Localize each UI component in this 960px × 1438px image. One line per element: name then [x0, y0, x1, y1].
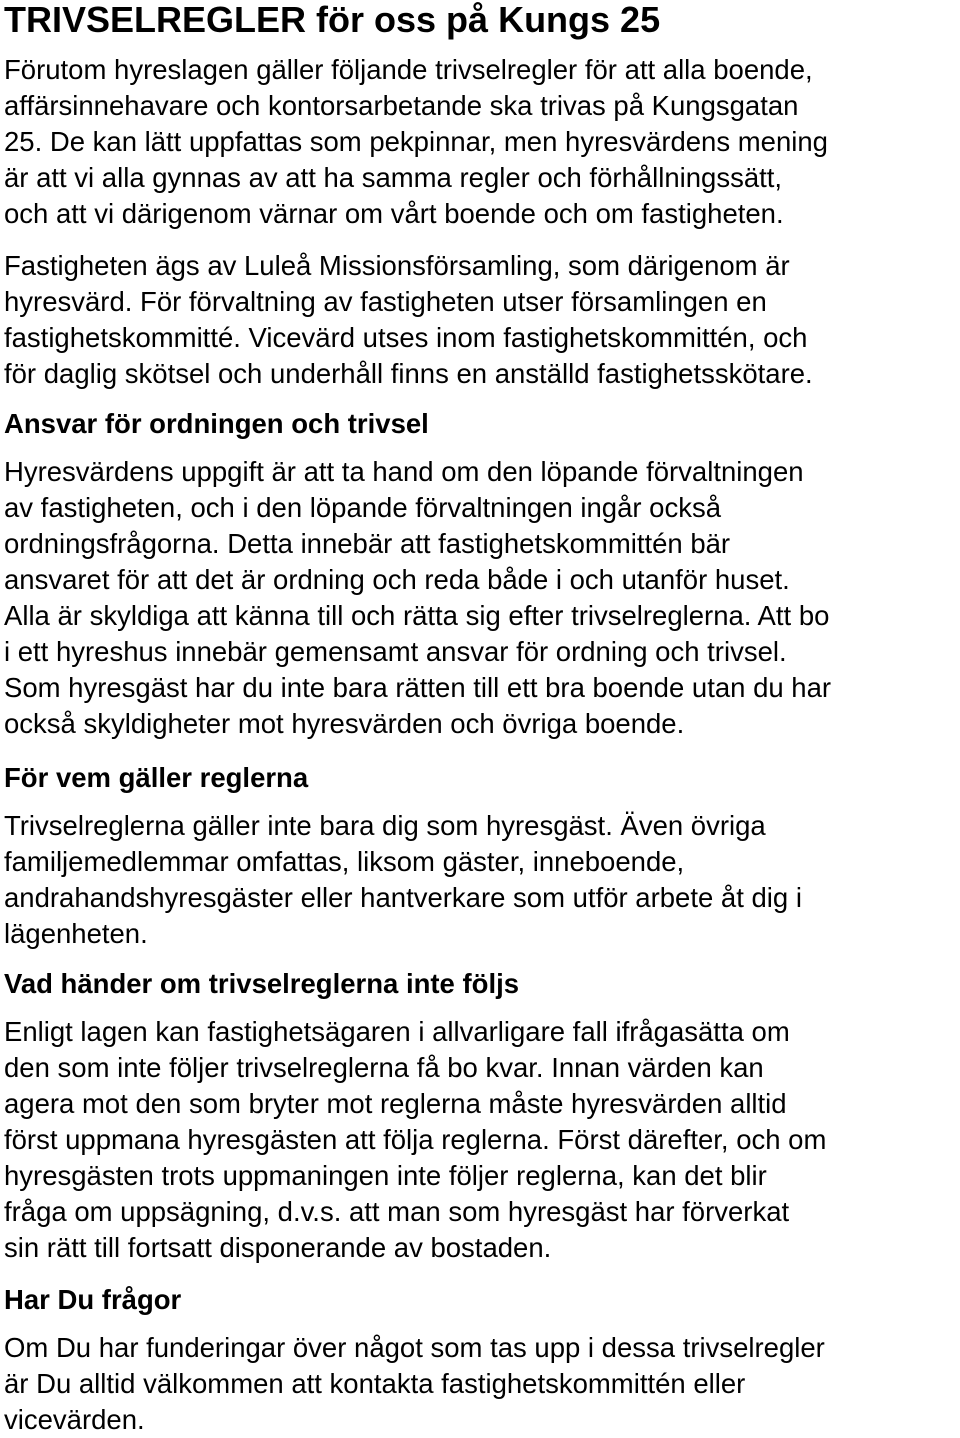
section-body-who [4, 808, 802, 952]
ownership-paragraph [4, 248, 813, 392]
paragraph-line: agera mot den som bryter mot reglerna måste hyresvärden alltid [4, 1088, 787, 1119]
paragraph-line: den som inte följer trivselreglerna få bo kvar. Innan värden kan [4, 1052, 764, 1083]
section-body-consequences [4, 1014, 826, 1266]
paragraph-line: i ett hyreshus innebär gemensamt ansvar för ordning och trivsel. [4, 636, 787, 667]
paragraph-line: familjemedlemmar omfattas, liksom gäster, inneboende, [4, 846, 685, 877]
paragraph-line: Hyresvärdens uppgift är att ta hand om den löpande förvaltningen [4, 456, 804, 487]
paragraph-line: fråga om uppsägning, d.v.s. att man som hyresgäst har förverkat [4, 1196, 790, 1227]
paragraph-line: är Du alltid välkommen att kontakta fastighetskommittén eller [4, 1368, 746, 1399]
paragraph-line: Som hyresgäst har du inte bara rätten till ett bra boende utan du har [4, 672, 832, 703]
paragraph-line: Alla är skyldiga att känna till och rätta sig efter trivselreglerna. Att bo [4, 600, 830, 631]
section-body-questions [4, 1330, 825, 1438]
paragraph-line: Fastigheten ägs av Luleå Missionsförsamling, som därigenom är [4, 250, 790, 281]
section-heading-questions: Har Du frågor [4, 1284, 182, 1315]
paragraph-line: Trivselreglerna gäller inte bara dig som hyresgäst. Även övriga [4, 810, 766, 841]
paragraph-line: lägenheten. [4, 918, 148, 949]
paragraph-line: är att vi alla gynnas av att ha samma regler och förhållningssätt, [4, 162, 783, 193]
paragraph-line: fastighetskommitté. Vicevärd utses inom fastighetskommittén, och [4, 322, 808, 353]
paragraph-line: av fastigheten, och i den löpande förvaltningen ingår också [4, 492, 722, 523]
paragraph-line: andrahandshyresgäster eller hantverkare som utför arbete åt dig i [4, 882, 802, 913]
section-heading-consequences: Vad händer om trivselreglerna inte följs [4, 968, 520, 999]
paragraph-line: för daglig skötsel och underhåll finns en anställd fastighetsskötare. [4, 358, 813, 389]
section-heading-who: För vem gäller reglerna [4, 762, 309, 793]
section-heading-responsibility: Ansvar för ordningen och trivsel [4, 408, 429, 439]
paragraph-line: hyresvärd. För förvaltning av fastigheten utser församlingen en [4, 286, 767, 317]
document-title: TRIVSELREGLER för oss på Kungs 25 [4, 0, 661, 40]
paragraph-line: först uppmana hyresgästen att följa reglerna. Först därefter, och om [4, 1124, 827, 1155]
paragraph-line: vicevärden. [4, 1404, 145, 1435]
paragraph-line: också skyldigheter mot hyresvärden och övriga boende. [4, 708, 685, 739]
paragraph-line: ansvaret för att det är ordning och reda både i och utanför huset. [4, 564, 790, 595]
paragraph-line: och att vi därigenom värnar om vårt boende och om fastigheten. [4, 198, 784, 229]
section-body-responsibility [4, 454, 831, 742]
paragraph-line: 25. De kan lätt uppfattas som pekpinnar, men hyresvärdens mening [4, 126, 828, 157]
paragraph-line: ordningsfrågorna. Detta innebär att fastighetskommittén bär [4, 528, 731, 559]
paragraph-line: sin rätt till fortsatt disponerande av bostaden. [4, 1232, 552, 1263]
paragraph-line: hyresgästen trots uppmaningen inte följer reglerna, kan det blir [4, 1160, 767, 1191]
paragraph-line: Om Du har funderingar över något som tas upp i dessa trivselregler [4, 1332, 825, 1363]
paragraph-line: affärsinnehavare och kontorsarbetande ska trivas på Kungsgatan [4, 90, 799, 121]
paragraph-line: Förutom hyreslagen gäller följande trivselregler för att alla boende, [4, 54, 813, 85]
intro-paragraph [4, 52, 828, 232]
paragraph-line: Enligt lagen kan fastighetsägaren i allvarligare fall ifrågasätta om [4, 1016, 790, 1047]
